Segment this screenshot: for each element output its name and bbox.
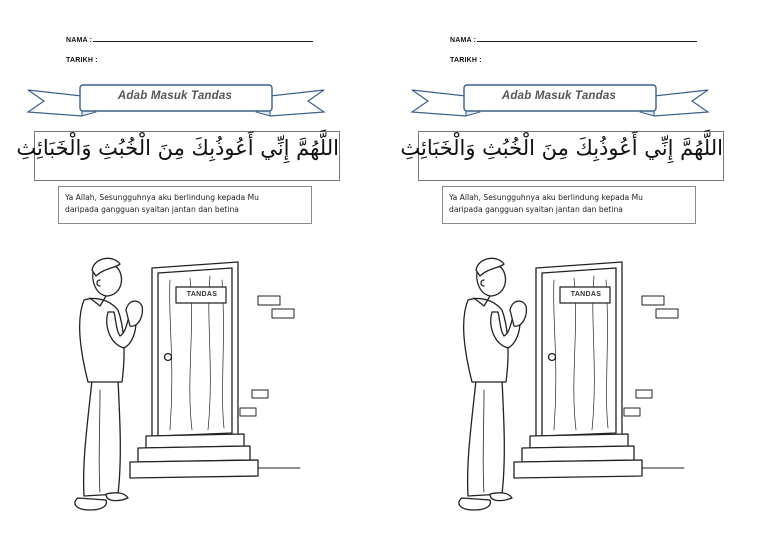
dua-box [400,131,724,181]
translation-line-1: Ya Allah, Sesungguhnya aku berlindung kepada Mu [449,193,643,202]
ribbon-icon [410,82,710,122]
door-sign-text: TANDAS [186,291,218,298]
door-sign-text: TANDAS [570,291,602,298]
date-label: TARIKH : [450,57,482,64]
title-banner [26,82,326,122]
coloring-illustration [0,240,384,540]
date-label: TARIKH : [66,57,98,64]
name-blank-line[interactable] [93,35,313,42]
dua-arabic-text: اللَّهُمَّ إِنِّي أَعُوذُبِكَ مِنَ الْخُبُثِ وَالْخَبَائِثِ [400,136,723,160]
name-blank-line[interactable] [477,35,697,42]
banner-title: Adab Masuk Tandas [501,90,617,102]
dua-arabic-text: اللَّهُمَّ إِنِّي أَعُوذُبِكَ مِنَ الْخُبُثِ وَالْخَبَائِثِ [16,136,339,160]
translation-line-2: daripada gangguan syaitan jantan dan betina [65,205,239,214]
date-field[interactable] [66,57,98,64]
name-field[interactable] [450,35,697,44]
translation-line-1: Ya Allah, Sesungguhnya aku berlindung kepada Mu [65,193,259,202]
name-label: NAMA : [450,37,477,44]
date-field[interactable] [450,57,482,64]
translation-line-2: daripada gangguan syaitan jantan dan betina [449,205,623,214]
translation-box [442,186,696,224]
title-banner [410,82,710,122]
translation-box [58,186,312,224]
coloring-illustration [384,240,768,540]
worksheet-left [0,0,384,543]
dua-box [16,131,340,181]
name-field[interactable] [66,35,313,44]
boy-at-toilet-door-illustration [384,240,768,540]
name-label: NAMA : [66,37,93,44]
ribbon-icon [26,82,326,122]
boy-at-toilet-door-illustration [0,240,384,540]
worksheet-right [384,0,768,543]
banner-title: Adab Masuk Tandas [117,90,233,102]
